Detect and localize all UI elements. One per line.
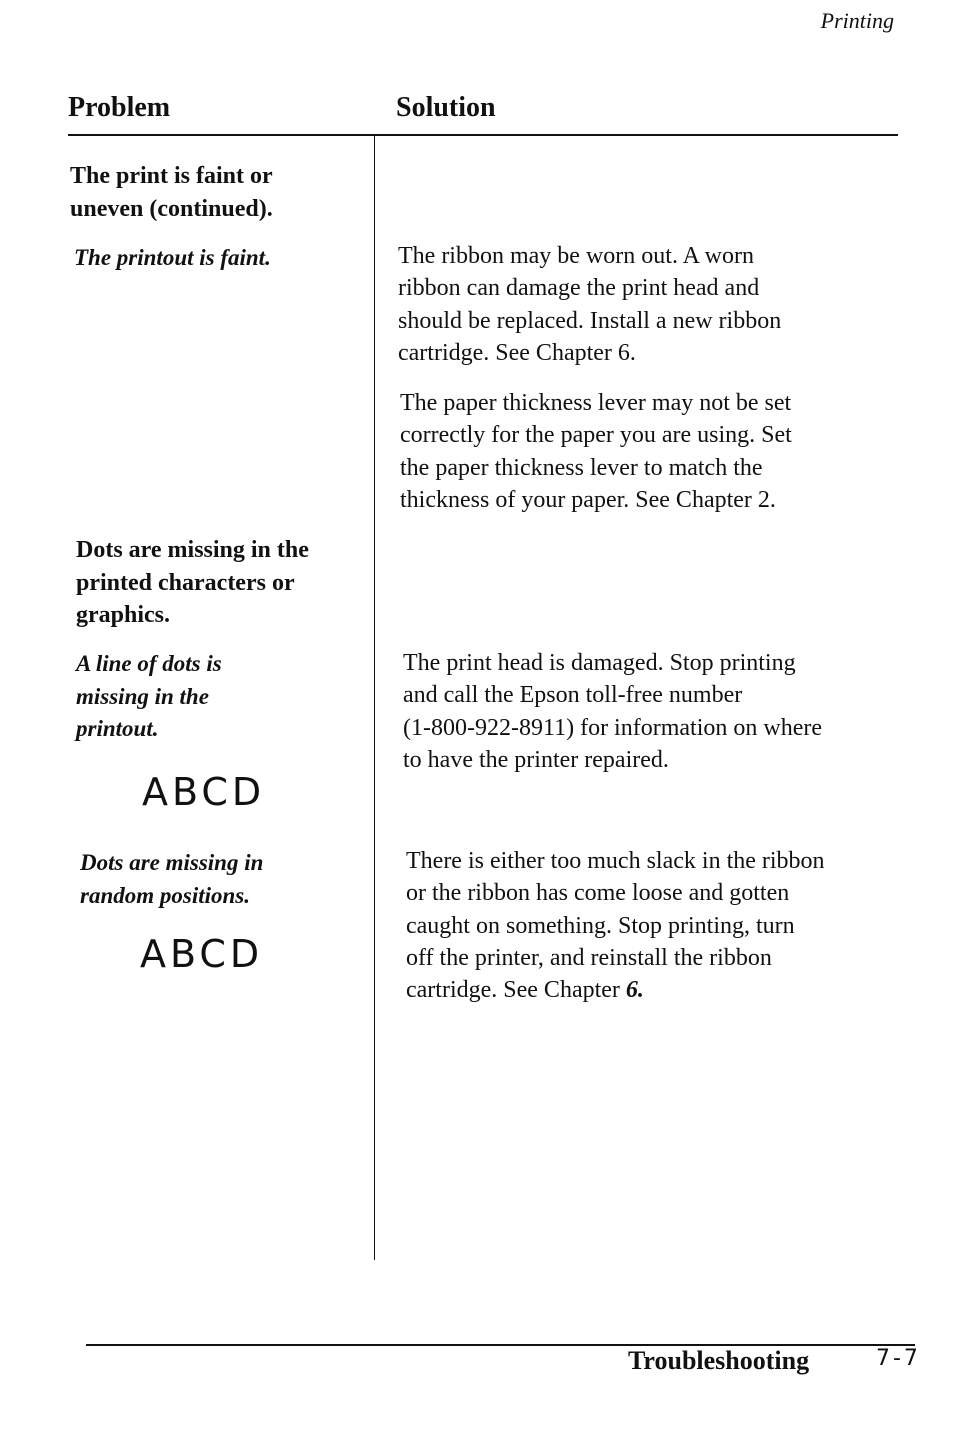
solution-line: or the ribbon has come loose and gotten bbox=[406, 880, 790, 907]
footer-section-title: Troubleshooting bbox=[628, 1346, 810, 1375]
header-rule bbox=[68, 134, 898, 136]
symptom bbox=[80, 847, 263, 912]
solution-line: The print head is damaged. Stop printing bbox=[403, 650, 796, 676]
symptom-line: The printout is faint. bbox=[74, 245, 271, 270]
solution-line bbox=[406, 974, 825, 1006]
print-sample-missing-line: ABCD bbox=[142, 770, 266, 814]
solution-paragraph bbox=[403, 647, 822, 776]
problem-heading-line: graphics. bbox=[76, 602, 171, 628]
solution-line: correctly for the paper you are using. Set bbox=[400, 422, 792, 449]
problem-heading-line: printed characters or bbox=[76, 569, 295, 596]
solution-line: (1-800-922-8911) for information on where bbox=[403, 714, 822, 741]
solution-line: There is either too much slack in the ribbon bbox=[406, 848, 825, 874]
problem-heading-line: The print is faint or bbox=[70, 163, 273, 189]
solution-text: cartridge. See Chapter bbox=[406, 977, 626, 1004]
problem-heading bbox=[76, 534, 309, 632]
solution-line: the paper thickness lever to match the bbox=[400, 454, 763, 481]
solution-line: and call the Epson toll-free number bbox=[403, 682, 743, 709]
solution-paragraph bbox=[400, 387, 792, 516]
symptom-line: printout. bbox=[76, 716, 159, 741]
chapter-reference: 6. bbox=[625, 977, 644, 1004]
column-header-solution: Solution bbox=[396, 92, 496, 123]
solution-paragraph bbox=[398, 240, 781, 369]
symptom bbox=[74, 242, 271, 275]
solution-line: off the printer, and reinstall the ribbon bbox=[406, 944, 772, 971]
solution-line: The ribbon may be worn out. A worn bbox=[398, 243, 754, 269]
solution-paragraph bbox=[406, 845, 825, 1006]
solution-line: thickness of your paper. See Chapter 2. bbox=[400, 486, 776, 513]
symptom-line: random positions. bbox=[80, 882, 250, 908]
symptom bbox=[76, 648, 222, 746]
solution-line: cartridge. See Chapter 6. bbox=[398, 339, 636, 366]
problem-heading-line: Dots are missing in the bbox=[76, 537, 309, 563]
solution-line: ribbon can damage the print head and bbox=[398, 275, 760, 302]
problem-heading bbox=[70, 160, 273, 225]
solution-line: The paper thickness lever may not be set bbox=[400, 390, 792, 416]
problem-heading-line: uneven (continued). bbox=[70, 195, 273, 222]
print-sample-random-dots: ABCD bbox=[140, 932, 264, 976]
column-divider bbox=[374, 136, 375, 1260]
solution-line: should be replaced. Install a new ribbon bbox=[398, 307, 782, 334]
solution-line: to have the printer repaired. bbox=[403, 746, 669, 773]
symptom-line: A line of dots is bbox=[76, 651, 222, 676]
column-header-problem: Problem bbox=[68, 92, 171, 123]
symptom-line: missing in the bbox=[76, 683, 209, 709]
running-header: Printing bbox=[820, 8, 894, 33]
page-number: 7-7 bbox=[876, 1346, 921, 1371]
solution-line: caught on something. Stop printing, turn bbox=[406, 912, 795, 939]
symptom-line: Dots are missing in bbox=[80, 850, 264, 875]
